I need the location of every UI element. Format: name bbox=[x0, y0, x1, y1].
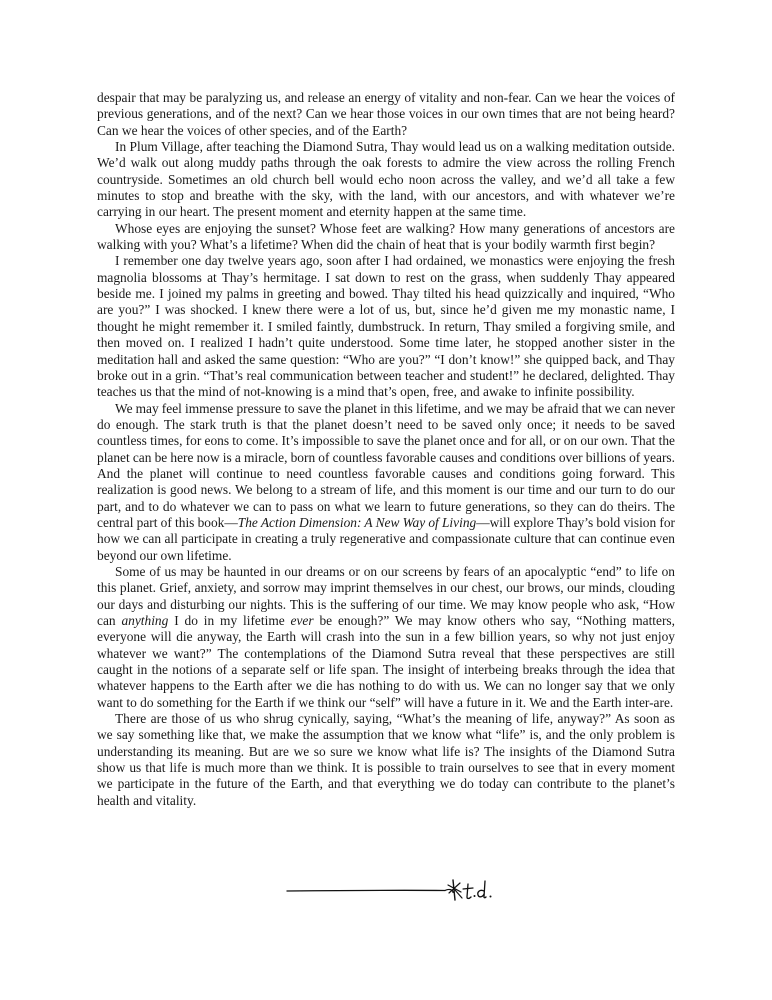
paragraph: There are those of us who shrug cynically, saying, “What’s the meaning of life, anyway?” As soon as we say something like that, we make the assumption that we know what “life” is, and the only problem is understanding its meaning. But are we so sure we know what life is? The insights of the Diamond Sutra show us that life is much more than we think. It is possible to train ourselves to see that in every moment we participate in the future of the Earth, and that everything we do today can contribute to the planet’s health and vitality. bbox=[97, 711, 675, 808]
paragraph: despair that may be paralyzing us, and release an energy of vitality and non-fear. Can we hear the voices of previous generations, and of the next? Can we hear those voices in our own times that are not being heard? Can we hear the voices of other species, and of the Earth? bbox=[97, 90, 675, 138]
emphasis: anything bbox=[121, 613, 169, 628]
paragraph: We may feel immense pressure to save the planet in this lifetime, and we may be afraid that we can never do enough. The stark truth is that the planet doesn’t need to be saved only once; it needs to be saved countless times, for eons to come. It’s impossible to save the planet once and for all, or on our own. That the planet can be here now is a miracle, born of countless favorable causes and conditions over billions of years. And the planet will continue to need countless favorable causes and conditions going forward. This realization is good news. We belong to a stream of life, and this moment is our time and our turn to do our part, and to do whatever we can to pass on what we learn to future generations, so they can do theirs. The central part of this book—The Action Dimension: A New Way of Living—will explore Thay’s bold vision for how we can all participate in creating a truly regenerative and compassionate culture that can continue even beyond our own lifetime. bbox=[97, 400, 675, 563]
emphasis: ever bbox=[290, 613, 314, 628]
body-text bbox=[97, 90, 675, 809]
handwritten-signature bbox=[285, 872, 495, 902]
book-title: The Action Dimension: A New Way of Living bbox=[237, 514, 477, 530]
paragraph: I remember one day twelve years ago, soon after I had ordained, we monastics were enjoying the fresh magnolia blossoms at Thay’s hermitage. I sat down to rest on the grass, when suddenly Thay appeared beside me. I joined my palms in greeting and bowed. Thay tilted his head quizzically and inquired, “Who are you?” I was shocked. I knew there were a lot of us, but, since he’d given me my monastic name, I thought he might remember it. I smiled faintly, dumbstruck. In return, Thay smiled a forgiving smile, and then moved on. I realized I hadn’t quite understood. Some time later, he stopped another sister in the meditation hall and asked the same question: “Who are you?” “I don’t know!” she quipped back, and Thay broke out in a grin. “That’s real communication between teacher and student!” he declared, delighted. Thay teaches us that the mind of not-knowing is a mind that’s open, free, and awake to infinite possibility. bbox=[97, 253, 675, 400]
paragraph: In Plum Village, after teaching the Diamond Sutra, Thay would lead us on a walking meditation outside. We’d walk out along muddy paths through the oak forests to admire the view across the rolling French countryside. Sometimes an old church bell would echo noon across the valley, and we’d all take a few minutes to stop and breathe with the sky, with the land, with our ancestors, and with whatever we’re carrying in our heart. The present moment and eternity happen at the same time. bbox=[97, 139, 675, 220]
paragraph: Some of us may be haunted in our dreams or on our screens by fears of an apocalyptic “end” to life on this planet. Grief, anxiety, and sorrow may imprint themselves in our chest, our brows, our minds, clouding our days and disturbing our nights. This is the suffering of our time. We may know people who ask, “How can anything I do in my lifetime ever be enough?” We may know others who say, “Nothing matters, everyone will die anyway, the Earth will crash into the sun in a few billion years, so why not just enjoy whatever we want?” The contemplations of the Diamond Sutra reveal that these perspectives are still caught in the notions of a separate self or life span. The insight of interbeing breaks through the idea that whatever happens to the Earth after we die has nothing to do with us. We can no longer say that we only want to do something for the Earth if we think our “self” will have a future in it. We and the Earth inter-are. bbox=[97, 563, 675, 710]
paragraph: Whose eyes are enjoying the sunset? Whose feet are walking? How many generations of ancestors are walking with you? What’s a lifetime? When did the chain of heat that is your bodily warmth first begin? bbox=[97, 220, 675, 253]
